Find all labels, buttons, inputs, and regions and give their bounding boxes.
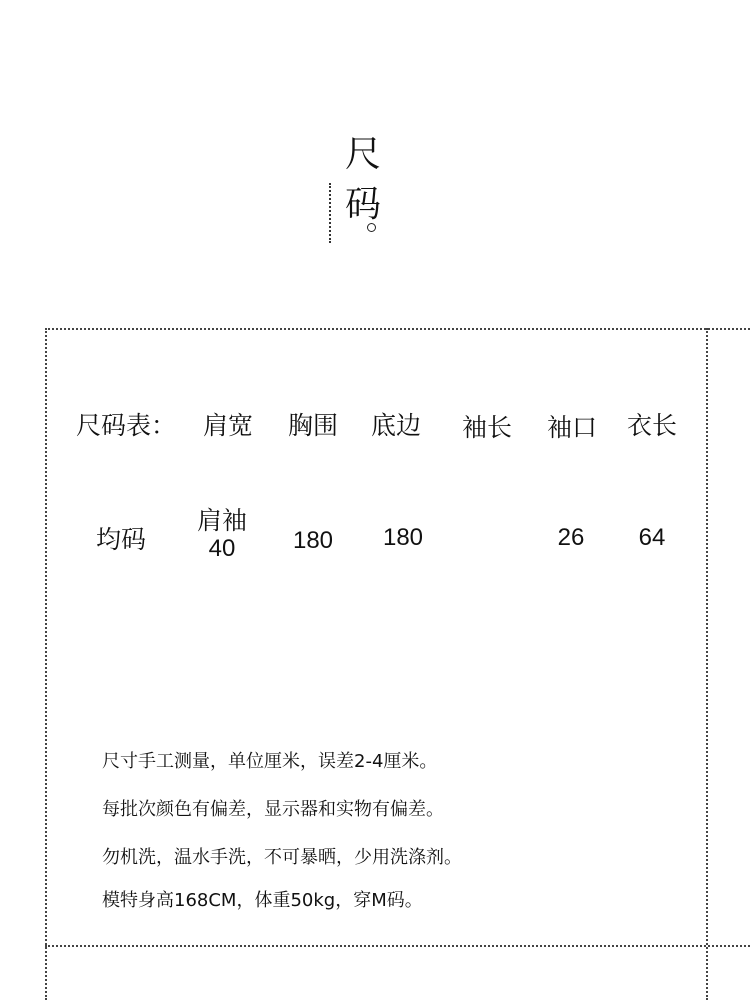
header-shoulder: 肩宽 [202, 411, 254, 440]
note-washing: 勿机洗，温水手洗，不可暴晒，少用洗涤剂。 [102, 847, 462, 868]
header-cuff: 袖口 [546, 413, 598, 442]
title-dotted-rule [329, 183, 331, 243]
header-hem: 底边 [370, 411, 422, 440]
cell-size: 均码 [95, 525, 147, 554]
note-color: 每批次颜色有偏差，显示器和实物有偏差。 [102, 799, 444, 820]
frame-right-border [706, 328, 708, 1000]
cell-shoulder-label: 肩袖 [196, 506, 248, 535]
header-length: 衣长 [626, 411, 678, 440]
cell-shoulder-value: 40 [208, 535, 236, 562]
header-size-chart: 尺码表： [76, 411, 177, 440]
frame-bottom-border [45, 945, 750, 947]
title-char-2: 码 [345, 184, 382, 225]
cell-hem: 180 [382, 524, 424, 551]
title-char-1: 尺 [345, 134, 382, 175]
frame-top-border [45, 328, 750, 330]
cell-chest: 180 [292, 527, 334, 554]
note-measurement: 尺寸手工测量，单位厘米，误差2-4厘米。 [102, 751, 438, 772]
title-dot-icon [367, 223, 376, 232]
cell-cuff: 26 [557, 524, 585, 551]
cell-length: 64 [638, 524, 666, 551]
header-sleeve-length: 袖长 [461, 413, 513, 442]
frame-left-border [45, 328, 47, 1000]
header-chest: 胸围 [287, 411, 339, 440]
note-model: 模特身高168CM，体重50kg，穿M码。 [102, 890, 423, 911]
cell-shoulder [197, 507, 247, 563]
